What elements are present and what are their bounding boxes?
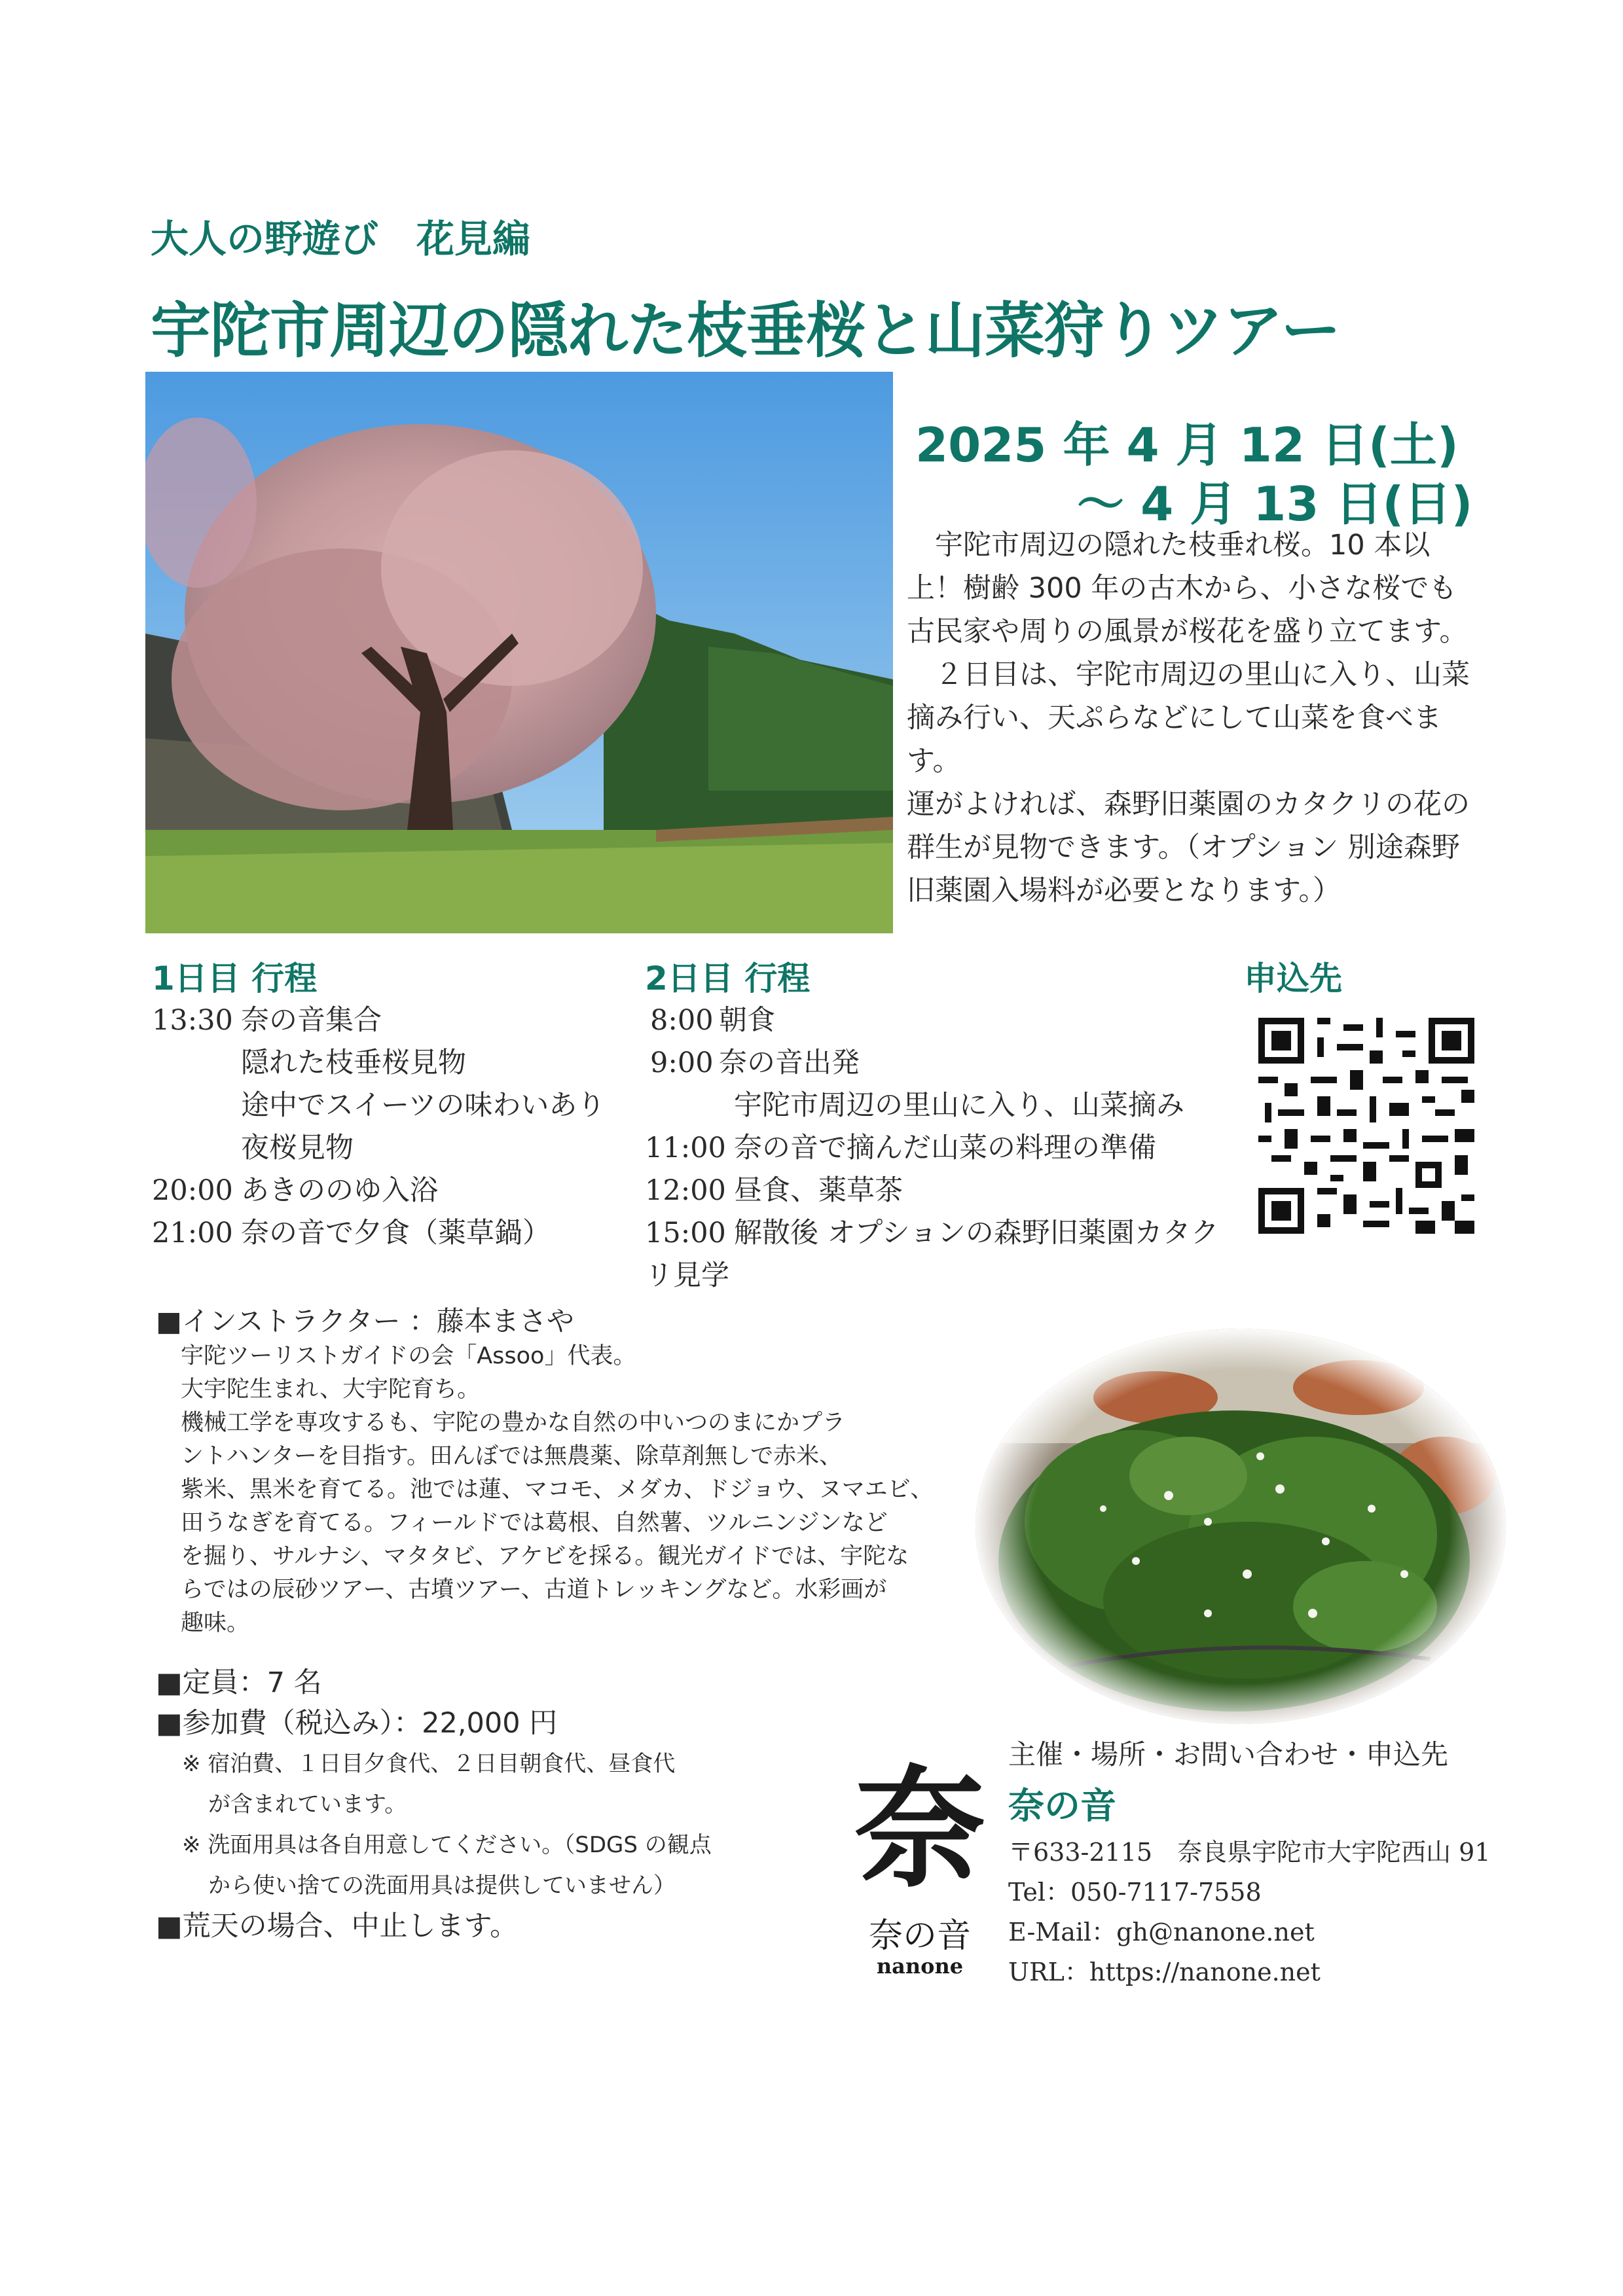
day2-heading: 2日目 行程: [645, 960, 811, 997]
event-title: 宇陀市周辺の隠れた枝垂桜と山菜狩りツアー: [151, 296, 1341, 366]
schedule-row: 9:00 奈の音出発: [650, 1047, 860, 1079]
fee: ■参加費（税込み）：22,000 円: [156, 1707, 558, 1740]
instructor-bio-line: 大宇陀生まれ、大宇陀育ち。: [181, 1376, 481, 1403]
schedule-row: 途中でスイーツの味わいあり: [241, 1089, 606, 1122]
end-date: ～ 4 月 13 日(日): [1077, 476, 1473, 531]
website-url[interactable]: URL：https://nanone.net: [1008, 1958, 1321, 1986]
tour-info: [156, 1662, 811, 1946]
description-paragraph: ２日目は、宇陀市周辺の里山に入り、山菜摘み行い、天ぷらなどにして山菜を食べます。: [907, 658, 1470, 778]
instructor-bio-line: 田うなぎを育てる。フィールドでは葛根、自然薯、ツルニンジンなど: [181, 1510, 888, 1536]
event-description: [907, 524, 1483, 912]
weeping-cherry-photo: [145, 372, 893, 933]
instructor-name: ■インストラクター ：藤本まさや: [156, 1305, 574, 1337]
instructor-bio-line: を掘り、サルナシ、マタタビ、アケビを採る。観光ガイドでは、宇陀な: [181, 1543, 909, 1570]
description-paragraph: 運がよければ、森野旧薬園のカタクリの花の群生が見物できます。（オプション 別途森野旧薬園入場料が必要となります。）: [907, 788, 1470, 907]
organizer-label: 主催・場所・お問い合わせ・申込先: [1008, 1738, 1449, 1770]
instructor-bio-line: 紫米、黒米を育てる。池では蓮、マコモ、メダカ、ドジョウ、ヌマエビ、: [181, 1477, 934, 1503]
contact-info: [1008, 1833, 1491, 1992]
schedule-row: 15:00 解散後 オプションの森野旧薬園カタク: [645, 1217, 1219, 1249]
logo-name: 奈の音: [868, 1916, 971, 1956]
schedule-row: 12:00 昼食、薬草茶: [645, 1174, 903, 1207]
logo-mark: 奈: [854, 1752, 986, 1906]
toiletry-note: から使い捨ての洗面用具は提供していません）: [208, 1873, 676, 1899]
apply-heading: 申込先: [1244, 960, 1342, 997]
qr-code[interactable]: [1258, 1018, 1474, 1234]
instructor-bio-line: 機械工学を専攻するも、宇陀の豊かな自然の中いつのまにかプラ: [181, 1410, 846, 1436]
instructor-bio-line: らではの辰砂ツアー、古墳ツアー、古道トレッキングなど。水彩画が: [181, 1577, 887, 1603]
toiletry-note: ※ 洗面用具は各自用意してください。（SDGS の観点: [182, 1832, 712, 1858]
instructor-bio-line: ントハンターを目指す。田んぼでは無農薬、除草剤無しで赤米、: [181, 1443, 843, 1469]
event-series-subtitle: 大人の野遊び 花見編: [151, 217, 531, 261]
phone[interactable]: Tel：050-7117-7558: [1008, 1878, 1262, 1907]
schedule-row: 宇陀市周辺の里山に入り、山菜摘み: [734, 1089, 1184, 1122]
schedule-row: 20:00 あきののゆ入浴: [152, 1174, 438, 1207]
schedule-row: リ見学: [645, 1259, 729, 1292]
wild-plants-photo: [972, 1325, 1509, 1728]
schedule-row: 隠れた枝垂桜見物: [241, 1047, 466, 1079]
fee-note: ※ 宿泊費、１日目夕食代、２日目朝食代、昼食代: [182, 1751, 676, 1777]
instructor-section: [156, 1302, 955, 1640]
address: 〒633-2115 奈良県宇陀市大宇陀西山 91: [1008, 1838, 1491, 1867]
schedule-row: 13:30 奈の音集合: [152, 1004, 382, 1037]
schedule-row: 11:00 奈の音で摘んだ山菜の料理の準備: [645, 1132, 1156, 1164]
email[interactable]: E-Mail：gh@nanone.net: [1008, 1918, 1315, 1946]
start-date: 2025 年 4 月 12 日(土): [915, 418, 1459, 473]
fee-note: が含まれています。: [208, 1791, 407, 1818]
weather-policy: ■荒天の場合、中止します。: [156, 1910, 519, 1943]
schedule-row: 21:00 奈の音で夕食（薬草鍋）: [152, 1217, 551, 1249]
capacity: ■定員：7 名: [156, 1666, 322, 1699]
instructor-bio-line: 趣味。: [181, 1610, 250, 1636]
organizer-name: 奈の音: [1008, 1785, 1117, 1827]
description-paragraph: 宇陀市周辺の隠れた枝垂れ桜。10 本以上！樹齢 300 年の古木から、小さな桜でも古民家や周りの風景が桜花を盛り立てます。: [907, 529, 1468, 648]
nanone-logo: [854, 1752, 986, 1990]
day1-heading: 1日目 行程: [152, 960, 318, 997]
schedule-row: 夜桜見物: [241, 1132, 354, 1164]
schedule-row: 8:00 朝食: [650, 1004, 775, 1037]
instructor-bio-line: 宇陀ツーリストガイドの会「Assoo」代表。: [181, 1343, 636, 1369]
logo-romaji: nanone: [876, 1954, 964, 1979]
